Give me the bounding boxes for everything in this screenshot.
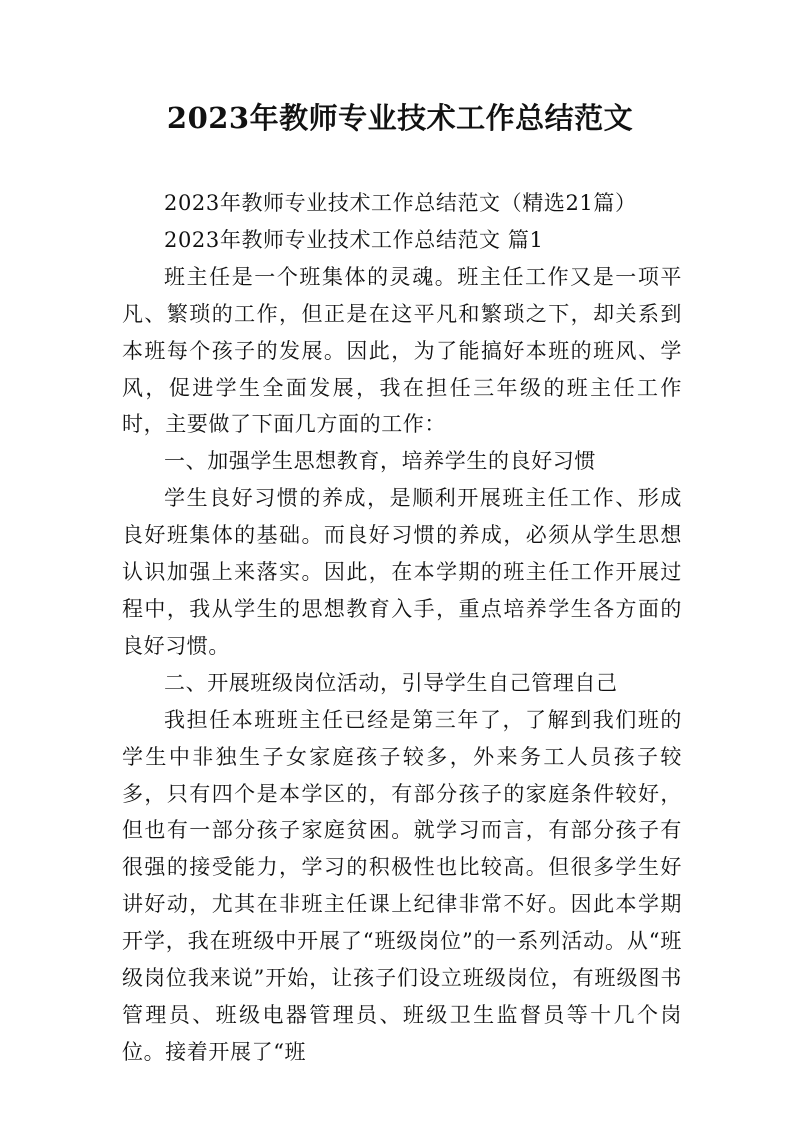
- document-body: [122, 185, 682, 1071]
- paragraph-intro: 班主任是一个班集体的灵魂。班主任工作又是一项平凡、繁琐的工作，但正是在这平凡和繁琐之下，却关系到本班每个孩子的发展。因此，为了能搞好本班的班风、学风，促进学生全面发展，我在担任三年级的班主任工作时，主要做了下面几方面的工作：: [122, 264, 682, 437]
- section-heading-2: 二、开展班级岗位活动，引导学生自己管理自己: [164, 670, 618, 695]
- document-title: 2023年教师专业技术工作总结范文: [166, 101, 634, 135]
- paragraph-collection-heading: 2023年教师专业技术工作总结范文（精选21篇）: [164, 191, 637, 215]
- paragraph-article-heading: 2023年教师专业技术工作总结范文 篇1: [164, 227, 544, 252]
- section-heading-1: 一、加强学生思想教育，培养学生的良好习惯: [164, 449, 596, 474]
- paragraph-section-1: 学生良好习惯的养成，是顺利开展班主任工作、形成良好班集体的基础。而良好习惯的养成，必须从学生思想认识加强上来落实。因此，在本学期的班主任工作开展过程中，我从学生的思想教育入手，重点培养学生各方面的良好习惯。: [122, 486, 682, 658]
- paragraph-section-2: 我担任本班班主任已经是第三年了，了解到我们班的学生中非独生子女家庭孩子较多，外来务工人员孩子较多，只有四个是本学区的，有部分孩子的家庭条件较好，但也有一部分孩子家庭贫困。就学习而言，有部分孩子有很强的接受能力，学习的积极性也比较高。但很多学生好讲好动，尤其在非班主任课上纪律非常不好。因此本学期开学，我在班级中开展了“班级岗位”的一系列活动。从“班级岗位我来说”开始，让孩子们设立班级岗位，有班级图书管理员、班级电器管理员、班级卫生监督员等十几个岗位。接着开展了“班: [122, 707, 682, 1064]
